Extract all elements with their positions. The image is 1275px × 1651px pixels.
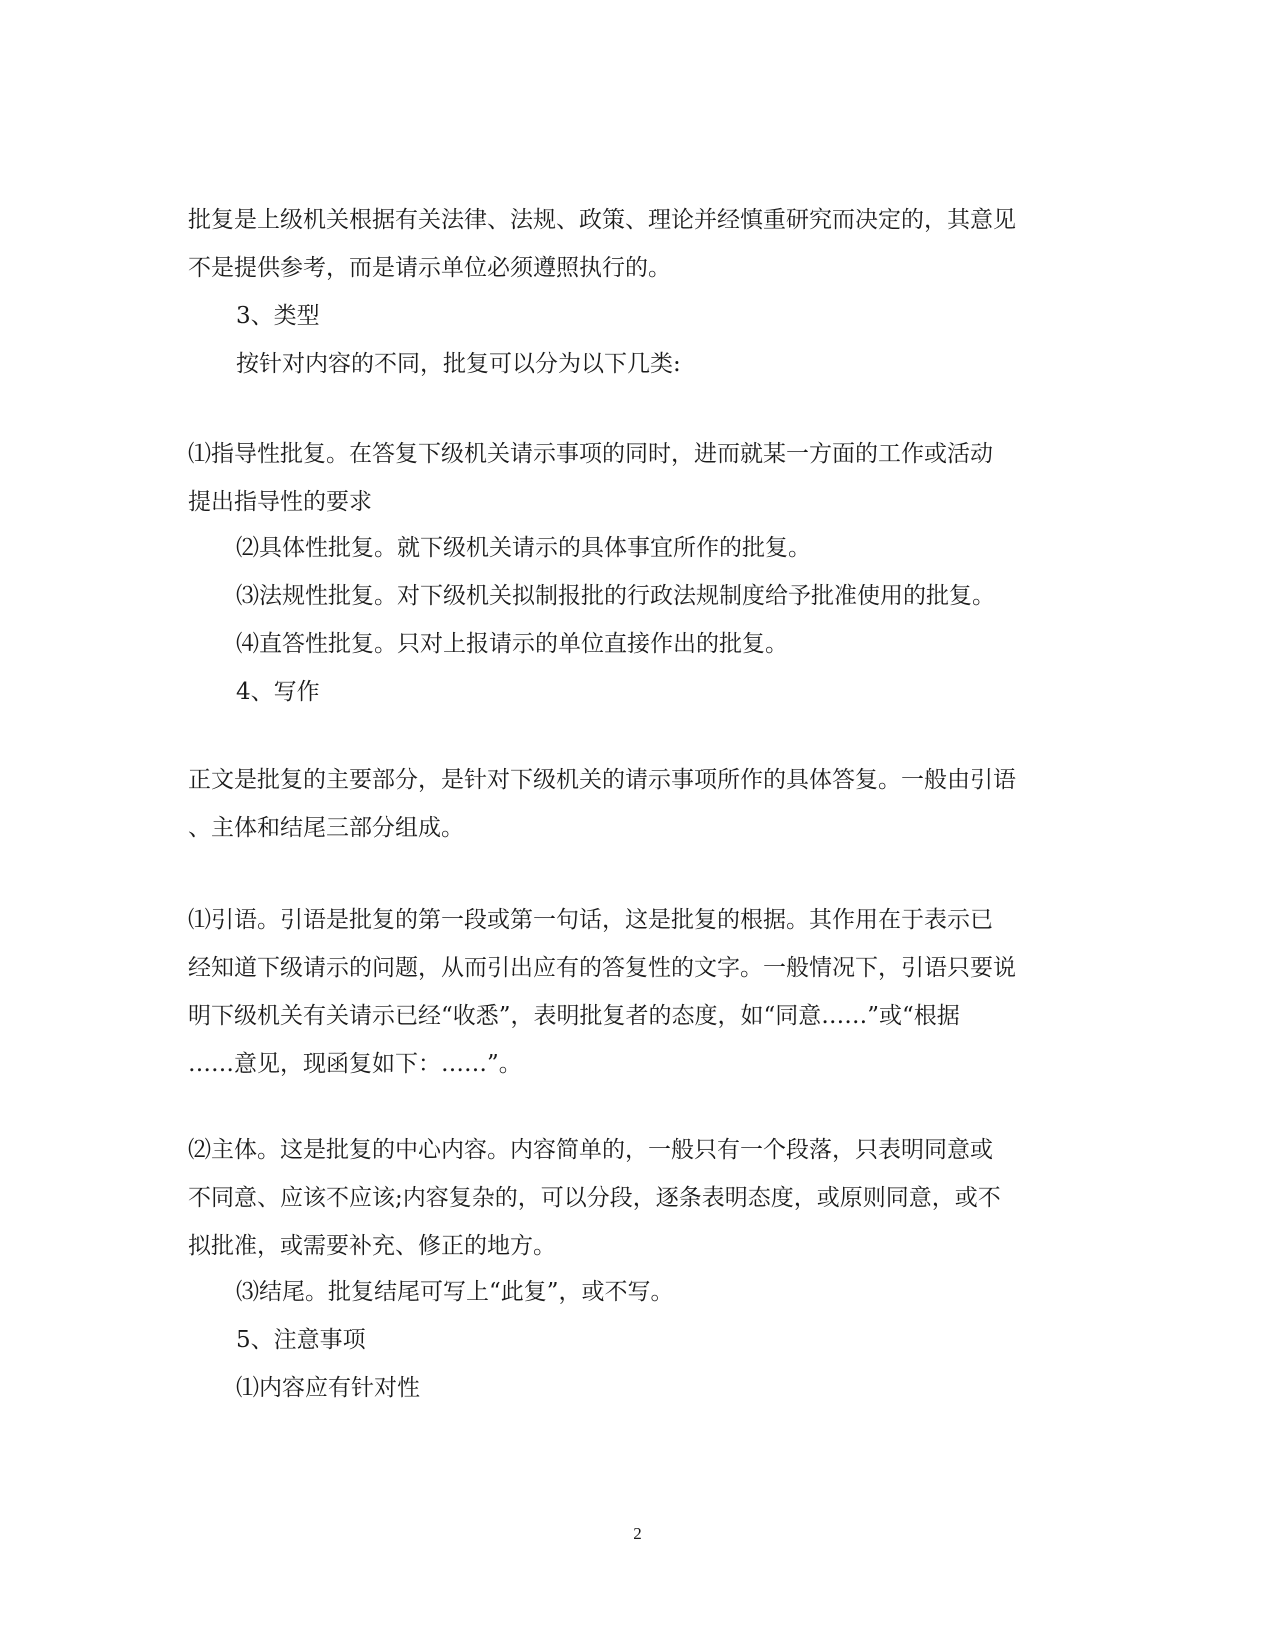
section-heading: 3、类型: [236, 303, 320, 329]
text-line: 、主体和结尾三部分组成。: [188, 815, 464, 841]
text-line: ……意见，现函复如下：……”。: [188, 1051, 522, 1077]
paragraph-body: [188, 1126, 1088, 1270]
text-line: ⑴引语。引语是批复的第一段或第一句话，这是批复的根据。其作用在于表示已: [188, 907, 993, 933]
text-line: 不是提供参考，而是请示单位必须遵照执行的。: [188, 255, 671, 281]
text-line: 不同意、应该不应该;内容复杂的，可以分段，逐条表明态度，或原则同意，或不: [188, 1185, 1001, 1211]
text-line: ⑴指导性批复。在答复下级机关请示事项的同时，进而就某一方面的工作或活动: [188, 441, 993, 467]
section-heading: 5、注意事项: [236, 1327, 366, 1353]
text-line: ⑷直答性批复。只对上报请示的单位直接作出的批复。: [236, 631, 788, 657]
text-line: ⑴内容应有针对性: [236, 1375, 420, 1401]
paragraph-specific-approval: [236, 524, 1088, 572]
text-line: 提出指导性的要求: [188, 489, 372, 515]
text-line: ⑶法规性批复。对下级机关拟制报批的行政法规制度给予批准使用的批复。: [236, 583, 995, 609]
paragraph-approval-nature: [188, 196, 1088, 292]
text-line: 批复是上级机关根据有关法律、法规、政策、理论并经慎重研究而决定的，其意见: [188, 207, 1016, 233]
text-line: 按针对内容的不同，批复可以分为以下几类:: [236, 351, 681, 377]
paragraph-types-intro: [236, 340, 1088, 388]
paragraph-targeted-content: [236, 1364, 1088, 1412]
paragraph-regulatory-approval: [236, 572, 1088, 620]
heading-writing: [236, 668, 1088, 716]
heading-types: [236, 292, 1088, 340]
text-line: ⑵主体。这是批复的中心内容。内容简单的，一般只有一个段落，只表明同意或: [188, 1137, 993, 1163]
page-number: 2: [633, 1524, 642, 1543]
text-line: ⑵具体性批复。就下级机关请示的具体事宜所作的批复。: [236, 535, 811, 561]
text-line: 明下级机关有关请示已经“收悉”，表明批复者的态度，如“同意……”或“根据: [188, 1003, 960, 1029]
paragraph-direct-approval: [236, 620, 1088, 668]
text-line: 拟批准，或需要补充、修正的地方。: [188, 1233, 556, 1259]
heading-notes: [236, 1316, 1088, 1364]
paragraph-main-text: [188, 756, 1088, 852]
paragraph-ending: [236, 1268, 1088, 1316]
text-line: 正文是批复的主要部分，是针对下级机关的请示事项所作的具体答复。一般由引语: [188, 767, 1016, 793]
paragraph-introduction: [188, 896, 1088, 1088]
text-line: ⑶结尾。批复结尾可写上“此复”，或不写。: [236, 1279, 674, 1305]
section-heading: 4、写作: [236, 679, 320, 705]
text-line: 经知道下级请示的问题，从而引出应有的答复性的文字。一般情况下，引语只要说: [188, 955, 1016, 981]
paragraph-guiding-approval: [188, 430, 1088, 526]
